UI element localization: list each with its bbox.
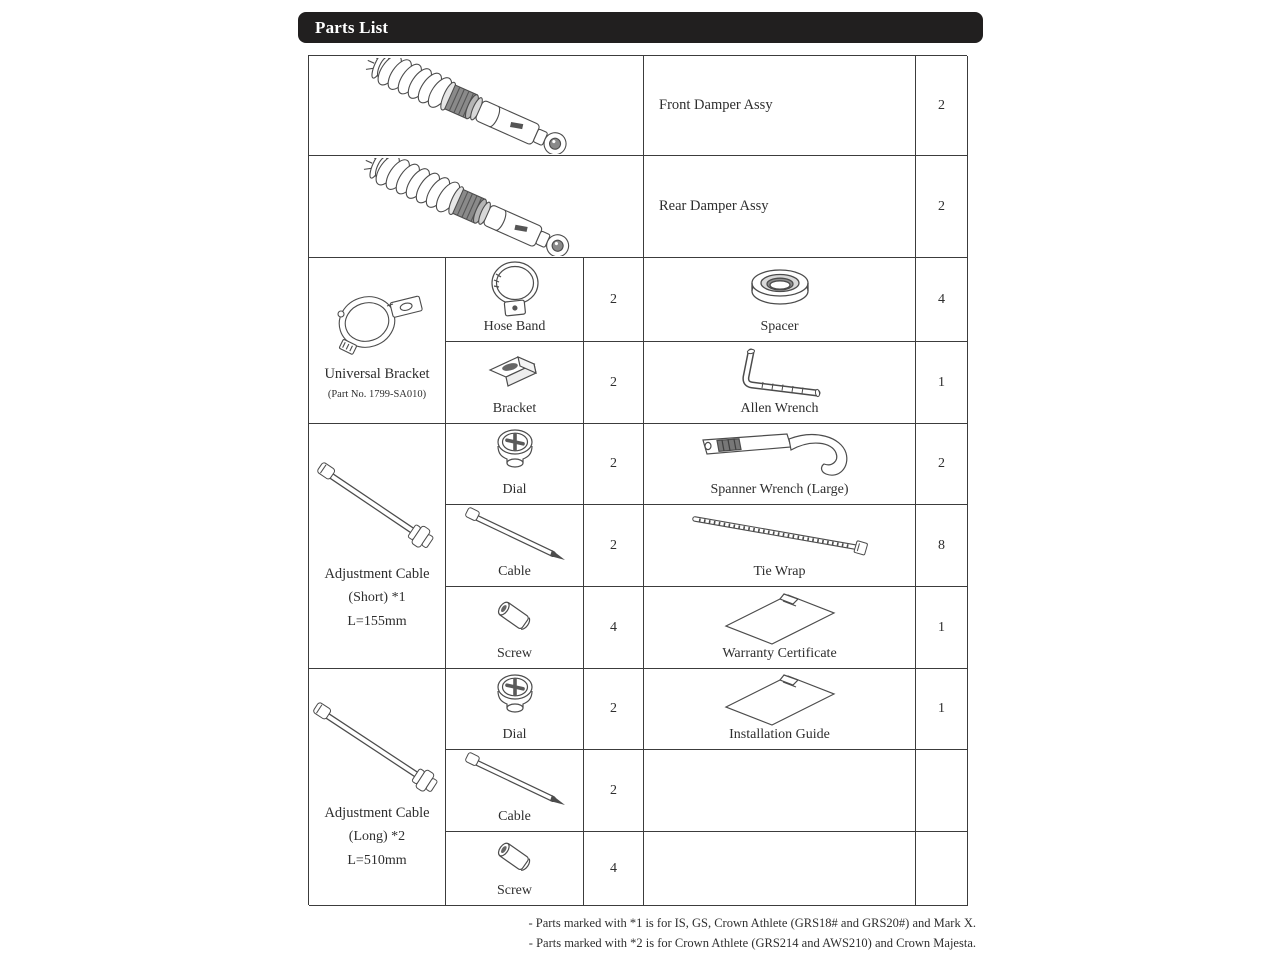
empty-part-cell: [644, 750, 916, 832]
group-part-number: (Part No. 1799-SA010): [327, 388, 427, 400]
group-cell-adjustment-cable-short: [309, 424, 446, 669]
qty-cell: [916, 587, 968, 669]
qty-cell: [584, 505, 644, 587]
spanner-wrench-icon: [695, 425, 865, 481]
qty-value: 2: [610, 537, 617, 553]
part-label: Bracket: [492, 401, 537, 416]
group-variant: (Short) *1: [348, 590, 406, 605]
qty-value: 4: [610, 860, 617, 876]
adjustment-cable-short-icon: [309, 458, 446, 562]
qty-value: 2: [610, 456, 617, 471]
front-damper-icon: [360, 58, 592, 154]
part-label: Allen Wrench: [740, 401, 819, 416]
part-cell-cable: [446, 750, 584, 832]
part-label: Installation Guide: [729, 727, 830, 742]
part-label: Cable: [498, 809, 531, 824]
cable-icon: [457, 751, 573, 809]
footnote-2: - Parts marked with *2 is for Crown Athlete (GRS214 and AWS210) and Crown Majesta.: [528, 936, 976, 950]
part-name: [644, 56, 916, 156]
part-name-label: Front Damper Assy: [659, 97, 773, 113]
empty-qty-cell: [916, 750, 968, 832]
part-cell-tie-wrap: [644, 505, 916, 587]
part-cell-hose-band: [446, 258, 584, 342]
qty-cell: [584, 587, 644, 669]
part-label: Spacer: [760, 319, 799, 334]
group-length: L=510mm: [347, 853, 407, 868]
qty-cell: [916, 669, 968, 750]
part-label: Warranty Certificate: [722, 646, 837, 661]
qty-cell: [584, 258, 644, 342]
tie-wrap-icon: [685, 511, 875, 559]
part-cell-screw: [446, 587, 584, 669]
qty-value: 4: [610, 619, 617, 635]
qty-value: 2: [610, 291, 617, 307]
qty-value: 4: [938, 291, 945, 307]
part-cell-warranty-certificate: [644, 587, 916, 669]
qty-cell: [584, 669, 644, 750]
part-name-label: Rear Damper Assy: [659, 198, 769, 214]
group-cell-universal-bracket: [309, 258, 446, 424]
part-label: Spanner Wrench (Large): [710, 482, 849, 497]
qty-cell: [584, 424, 644, 505]
part-label: Tie Wrap: [753, 564, 806, 579]
part-label: Hose Band: [483, 319, 546, 334]
part-qty: [916, 56, 968, 156]
qty-value: 2: [610, 374, 617, 390]
part-label: Dial: [502, 482, 527, 497]
part-label: Screw: [497, 883, 532, 898]
part-cell-cable: [446, 505, 584, 587]
parts-list-header: [298, 12, 983, 43]
part-qty: [916, 156, 968, 258]
qty-value: 2: [610, 701, 617, 716]
qty-value: 1: [938, 701, 945, 716]
allen-wrench-icon: [715, 345, 845, 399]
group-length: L=155mm: [347, 614, 407, 629]
dial-icon: [487, 671, 543, 725]
part-cell-spacer: [644, 258, 916, 342]
parts-table: [308, 55, 967, 905]
qty-cell: [584, 832, 644, 906]
empty-qty-cell: [916, 832, 968, 906]
group-cell-adjustment-cable-long: [309, 669, 446, 906]
rear-damper-image-cell: [309, 156, 644, 258]
warranty-certificate-icon: [710, 588, 850, 646]
group-title: Adjustment Cable: [324, 566, 430, 582]
part-cell-installation-guide: [644, 669, 916, 750]
part-label: Cable: [498, 564, 531, 579]
qty-cell: [916, 424, 968, 505]
installation-guide-icon: [710, 669, 850, 727]
qty-value: 1: [938, 619, 945, 635]
part-name: [644, 156, 916, 258]
universal-bracket-icon: [321, 278, 433, 362]
qty-value: 2: [938, 456, 945, 471]
part-cell-allen-wrench: [644, 342, 916, 424]
cable-icon: [457, 506, 573, 564]
spacer-icon: [736, 263, 824, 315]
qty-cell: [584, 342, 644, 424]
part-label: Screw: [497, 646, 532, 661]
footnotes: [308, 913, 976, 953]
part-cell-spanner-wrench: [644, 424, 916, 505]
qty-cell: [916, 505, 968, 587]
part-cell-dial: [446, 669, 584, 750]
rear-damper-icon: [360, 158, 592, 256]
front-damper-image-cell: [309, 56, 644, 156]
screw-icon: [492, 594, 538, 640]
group-variant: (Long) *2: [348, 829, 406, 844]
hose-band-icon: [476, 259, 554, 319]
group-title: Adjustment Cable: [324, 805, 430, 821]
qty-value: 2: [938, 97, 945, 113]
part-cell-bracket: [446, 342, 584, 424]
screw-icon: [492, 835, 538, 881]
qty-value: 2: [610, 782, 617, 798]
qty-cell: [584, 750, 644, 832]
part-label: Dial: [502, 727, 527, 742]
qty-cell: [916, 342, 968, 424]
bracket-icon: [480, 351, 550, 393]
qty-value: 2: [938, 198, 945, 214]
page-title: Parts List: [315, 17, 389, 37]
part-cell-dial: [446, 424, 584, 505]
dial-icon: [487, 426, 543, 480]
empty-part-cell: [644, 832, 916, 906]
qty-cell: [916, 258, 968, 342]
qty-value: 8: [938, 537, 945, 553]
group-title: Universal Bracket: [324, 365, 430, 382]
footnote-1: - Parts marked with *1 is for IS, GS, Crown Athlete (GRS18# and GRS20#) and Mark X.: [528, 916, 976, 930]
adjustment-cable-long-icon: [309, 701, 446, 801]
qty-value: 1: [938, 374, 945, 390]
part-cell-screw: [446, 832, 584, 906]
